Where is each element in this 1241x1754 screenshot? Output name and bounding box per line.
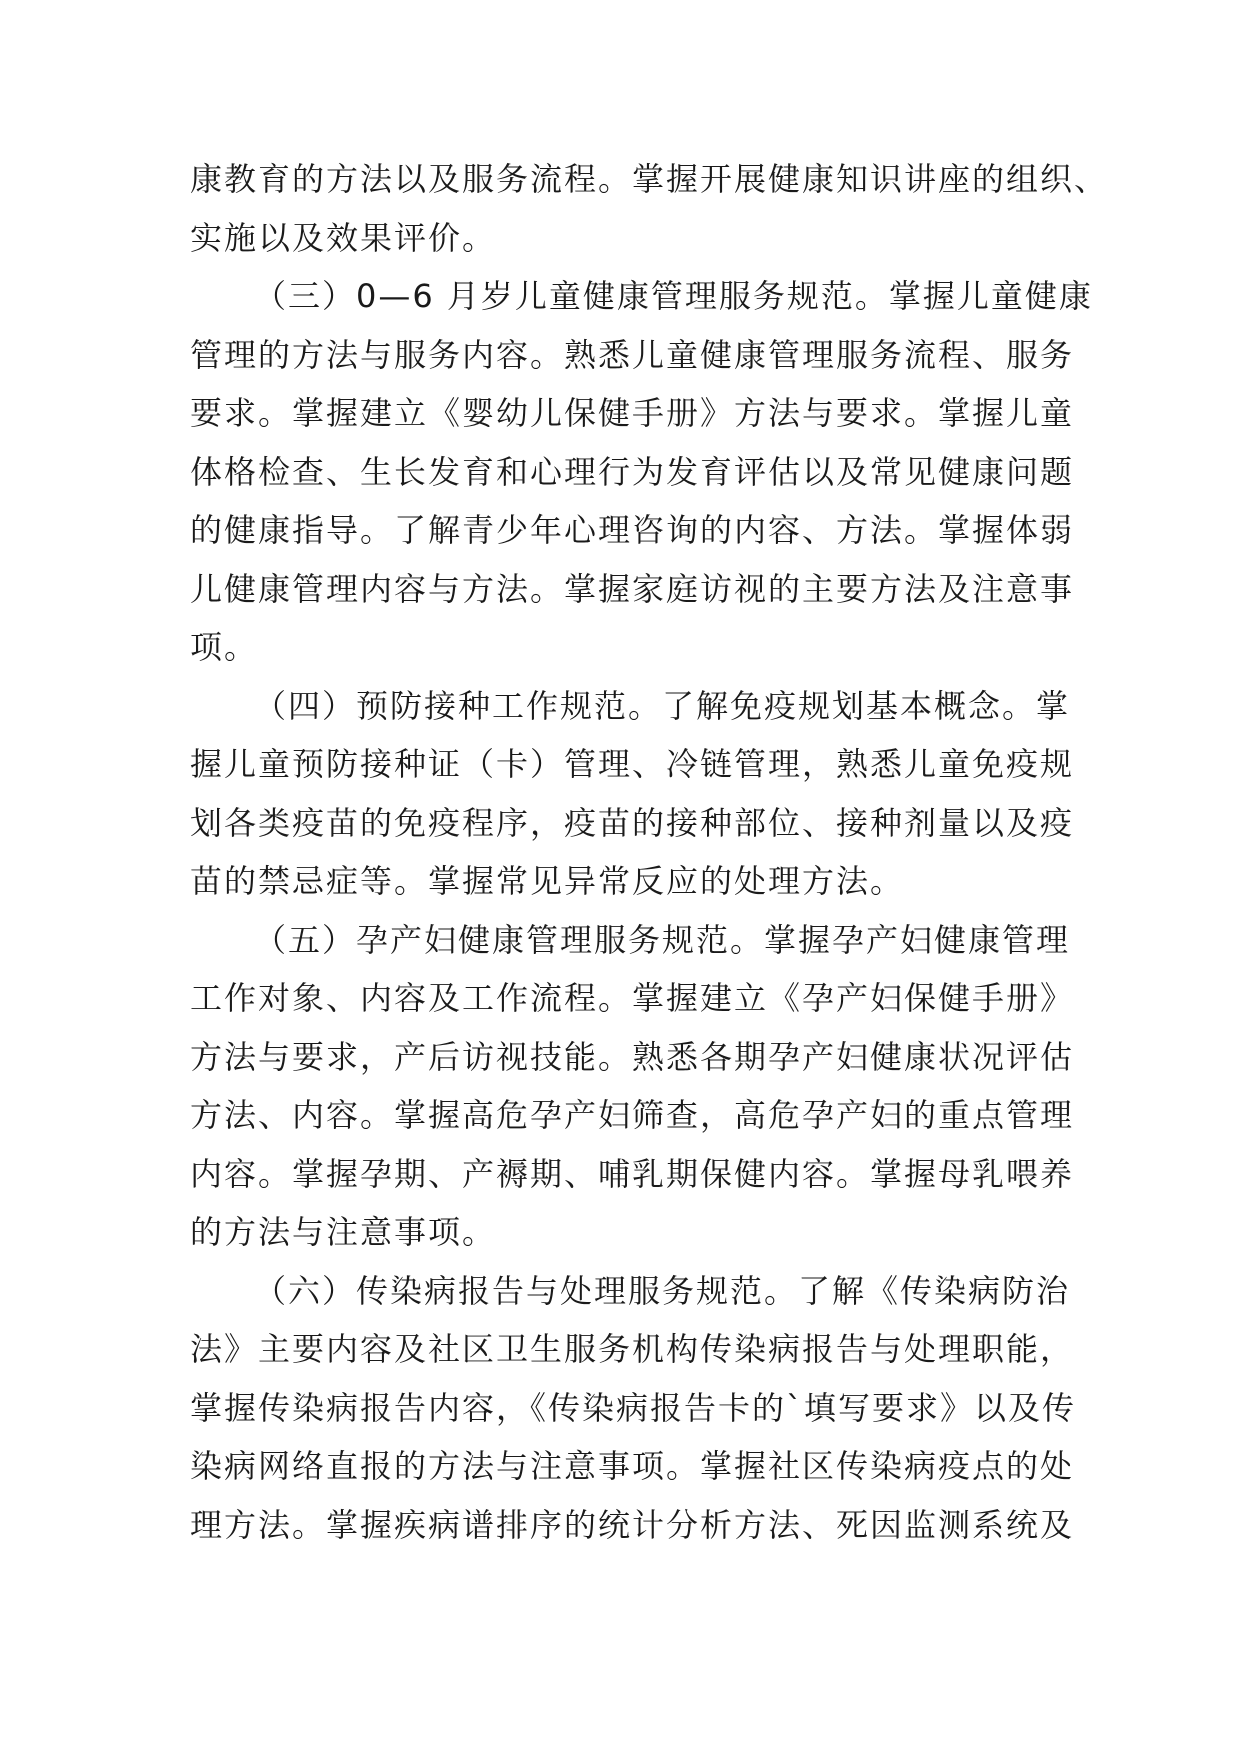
text-line: 法》主要内容及社区卫生服务机构传染病报告与处理职能， [190,1330,1075,1368]
section-heading-line: （六）传染病报告与处理服务规范。了解《传染病防治 [254,1271,1071,1310]
text-line: 染病网络直报的方法与注意事项。掌握社区传染病疫点的处 [190,1447,1075,1485]
text-line: 管理的方法与服务内容。熟悉儿童健康管理服务流程、服务 [190,335,1075,374]
text-line: 的健康指导。了解青少年心理咨询的内容、方法。掌握体弱 [190,511,1075,549]
text-line: 项。 [190,628,259,666]
text-line: 划各类疫苗的免疫程序，疫苗的接种部位、接种剂量以及疫 [190,803,1075,842]
text-line: 方法与要求，产后访视技能。熟悉各期孕产妇健康状况评估 [190,1037,1075,1076]
text-line: 掌握传染病报告内容，《传染病报告卡的`填写要求》以及传 [190,1388,1077,1427]
text-line: 的方法与注意事项。 [190,1213,497,1251]
text-line: 握儿童预防接种证（卡）管理、冷链管理，熟悉儿童免疫规 [190,745,1075,783]
section-heading-line: （五）孕产妇健康管理服务规范。掌握孕产妇健康管理 [254,920,1071,959]
text-line: 康教育的方法以及服务流程。掌握开展健康知识讲座的组织、 [190,160,1109,198]
text-line: 儿健康管理内容与方法。掌握家庭访视的主要方法及注意事 [190,569,1075,608]
text-line: 内容。掌握孕期、产褥期、哺乳期保健内容。掌握母乳喂养 [190,1154,1075,1193]
text-line: 苗的禁忌症等。掌握常见异常反应的处理方法。 [190,862,905,900]
text-line: 体格检查、生长发育和心理行为发育评估以及常见健康问题 [190,452,1075,491]
text-line: 理方法。掌握疾病谱排序的统计分析方法、死因监测系统及 [190,1505,1075,1544]
text-line: 方法、内容。掌握高危孕产妇筛查，高危孕产妇的重点管理 [190,1096,1075,1134]
text-line: 实施以及效果评价。 [190,218,497,257]
section-heading-line: （四）预防接种工作规范。了解免疫规划基本概念。掌 [254,686,1071,725]
text-line: 工作对象、内容及工作流程。掌握建立《孕产妇保健手册》 [190,979,1075,1017]
document-body [190,150,1109,1554]
section-heading-line: （三）0—6 月岁儿童健康管理服务规范。掌握儿童健康 [254,277,1093,315]
text-line: 要求。掌握建立《婴幼儿保健手册》方法与要求。掌握儿童 [190,394,1075,432]
